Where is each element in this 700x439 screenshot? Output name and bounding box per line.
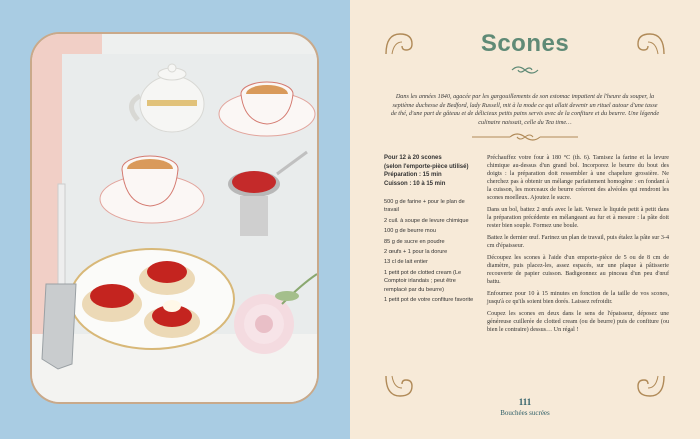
right-page bbox=[350, 0, 700, 439]
cook-time: Cuisson : 10 à 15 min bbox=[384, 180, 446, 187]
step-paragraph: Préchauffez votre four à 180 °C (th. 6). Tamisez la farine et la levure chimique au-dessus d'un grand bol. Incorporez le beurre du bout des doigts : la préparation doit ressembler à une chapelure grossière. Ne cherchez pas à obtenir un mélange parfaitement homogène : en fondant à la cuisson, les morceaux de beurre créeront des alvéoles qui rendront les scones moelleux. Ajoutez le sucre. bbox=[487, 155, 669, 201]
ingredient-item: 2 œufs + 1 pour la dorure bbox=[384, 249, 448, 256]
yield: Pour 12 à 20 scones bbox=[384, 155, 442, 161]
ingredient-item: 1 petit pot de clotted cream (Le Comptoir irlandais ; peut être remplacé par du beurre) bbox=[384, 269, 462, 293]
tea-time-photo bbox=[30, 32, 319, 404]
ingredient-item: 1 petit pot de votre confiture favorite bbox=[384, 297, 474, 304]
title-flourish-icon bbox=[510, 64, 540, 76]
section-name: Bouchées sucrées bbox=[500, 409, 550, 417]
page-number: 111 bbox=[518, 397, 532, 407]
ingredient-item: 100 g de beurre mou bbox=[384, 228, 436, 235]
recipe-steps bbox=[487, 154, 669, 338]
step-paragraph: Dans un bol, battez 2 œufs avec le lait. Versez le liquide petit à petit dans la préparation précédente en mélangeant au fur et à mesure : la pâte doit rester bien souple. Formez une boule. bbox=[487, 207, 669, 229]
ingredient-item: 2 cuil. à soupe de levure chimique bbox=[384, 217, 469, 224]
step-paragraph: Battez le dernier œuf. Farinez un plan de travail, puis étalez la pâte sur 3-4 cm d'épaisseur. bbox=[487, 235, 669, 249]
prep-time: Préparation : 15 min bbox=[384, 172, 442, 178]
divider-ornament-icon bbox=[470, 131, 580, 143]
ingredient-item: 13 cl de lait entier bbox=[384, 259, 428, 266]
tea-scones-illustration bbox=[32, 34, 319, 404]
scones-plate bbox=[70, 249, 234, 349]
yield-note: (selon l'emporte-pièce utilisé) bbox=[384, 163, 469, 170]
ingredient-item: 500 g de farine + pour le plan de travail bbox=[384, 199, 465, 214]
step-paragraph: Coupez les scones en deux dans le sens de l'épaisseur, déposez une généreuse cuillerée de clotted cream (ou de beurre) puis de confiture (ou bien le contraire) dessus… Un régal ! bbox=[487, 311, 669, 333]
recipe-info bbox=[384, 154, 484, 188]
ingredient-item: 85 g de sucre en poudre bbox=[384, 238, 445, 245]
intro-text: Dans les années 1840, agacée par les gargouillements de son estomac impatient de l'heure du souper, la septième duchesse de Bedford, lady Russell, mit à la mode ce qui allait devenir un rituel autour d'une tasse de thé, d'une part de gâteau et de délicieux petits pains servis avec de la confiture et du beurre. Une légende culinaire naissait, celle du Tea time… bbox=[390, 93, 660, 126]
recipe-title: Scones bbox=[480, 30, 570, 57]
step-paragraph: Découpez les scones à l'aide d'un emporte-pièce de 5 ou de 8 cm de diamètre, puis placez-les, assez espacés, sur une plaque à pâtisserie recouverte de papier cuisson. Badigeonnez au pinceau d'un peu d'œuf battu. bbox=[487, 255, 669, 285]
ingredient-list bbox=[384, 198, 474, 306]
step-paragraph: Enfournez pour 10 à 15 minutes en fonction de la taille de vos scones, jusqu'à ce qu'ils soient bien dorés. Laissez refroidir. bbox=[487, 291, 669, 305]
